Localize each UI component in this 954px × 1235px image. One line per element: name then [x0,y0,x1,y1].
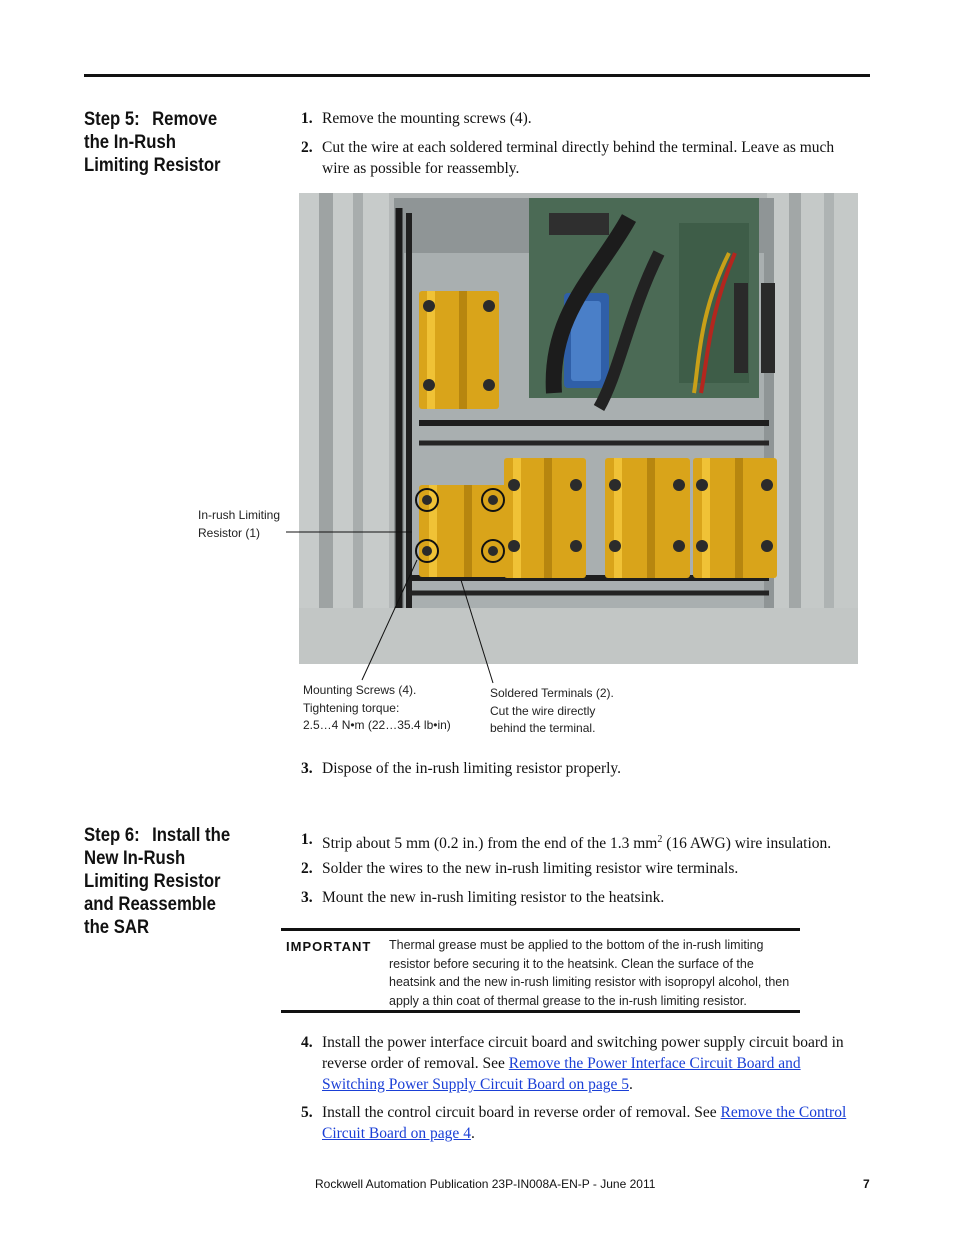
step6-item-3: 3. Mount the new in-rush limiting resistor to the heatsink. [301,889,665,906]
step6-item-2: 2. Solder the wires to the new in-rush limiting resistor wire terminals. [301,860,739,877]
step5-item-3: 3. Dispose of the in-rush limiting resistor properly. [301,760,622,777]
resistor-assembly-photo [299,193,858,664]
callout-soldered-terminals: Soldered Terminals (2). Cut the wire directly behind the terminal. [490,686,614,735]
header-rule [84,74,870,77]
link-remove-control-board[interactable]: Remove the Control Circuit Board on page 4 [322,1104,847,1142]
step6-title: Install the New In-Rush Limiting Resistor and Reassemble the SAR [84,825,231,938]
step6-heading [84,824,238,939]
page-number: 7 [863,1177,870,1191]
step6-number: Step 6: [84,825,140,846]
step5-number: Step 5: [84,109,140,130]
step6-item-1: 1. Strip about 5 mm (0.2 in.) from the end of the 1.3 $mm^2$ (16 AWG) wire insulation. [301,831,832,853]
step5-title: Remove the In-Rush Limiting Resistor [84,109,221,176]
important-note [281,928,800,1013]
footer-publication: Rockwell Automation Publication 23P-IN008A-EN-P - June 2011 [315,1177,656,1191]
link-remove-power-interface-board[interactable]: Remove the Power Interface Circuit Board and Switching Power Supply Circuit Board on page 5 [322,1055,801,1093]
step5-item-1: 1. Remove the mounting screws (4). [301,110,532,127]
callout-in-rush-resistor: In-rush Limiting Resistor (1) [198,508,281,540]
important-text: Thermal grease must be applied to the bottom of the in-rush limiting resistor before securing it to the heatsink. Clean the surface of the heatsink and the new in-rush limiting resistor with isopropyl alcohol, then apply a thin coat of thermal grease to the in-rush limiting resistor. [389,938,790,1009]
callout-mounting-screws: Mounting Screws (4). Tightening torque: 2.5…4 N•m (22…35.4 lb•in) [303,683,451,732]
step6-item-4: 4. Install the power interface circuit board and switching power supply circuit board in reverse order of removal. See Remove the Power Interface Circuit Board and Switching Power Supply Circuit Board on page 5. [301,1034,844,1093]
step5-item-2: 2. Cut the wire at each soldered terminal directly behind the terminal. Leave as much wire as possible for reassembly. [301,139,835,177]
important-label: IMPORTANT [286,939,372,954]
step5-heading [84,108,238,177]
step6-item-5: 5. Install the control circuit board in reverse order of removal. See Remove the Control Circuit Board on page 4. [301,1104,847,1142]
